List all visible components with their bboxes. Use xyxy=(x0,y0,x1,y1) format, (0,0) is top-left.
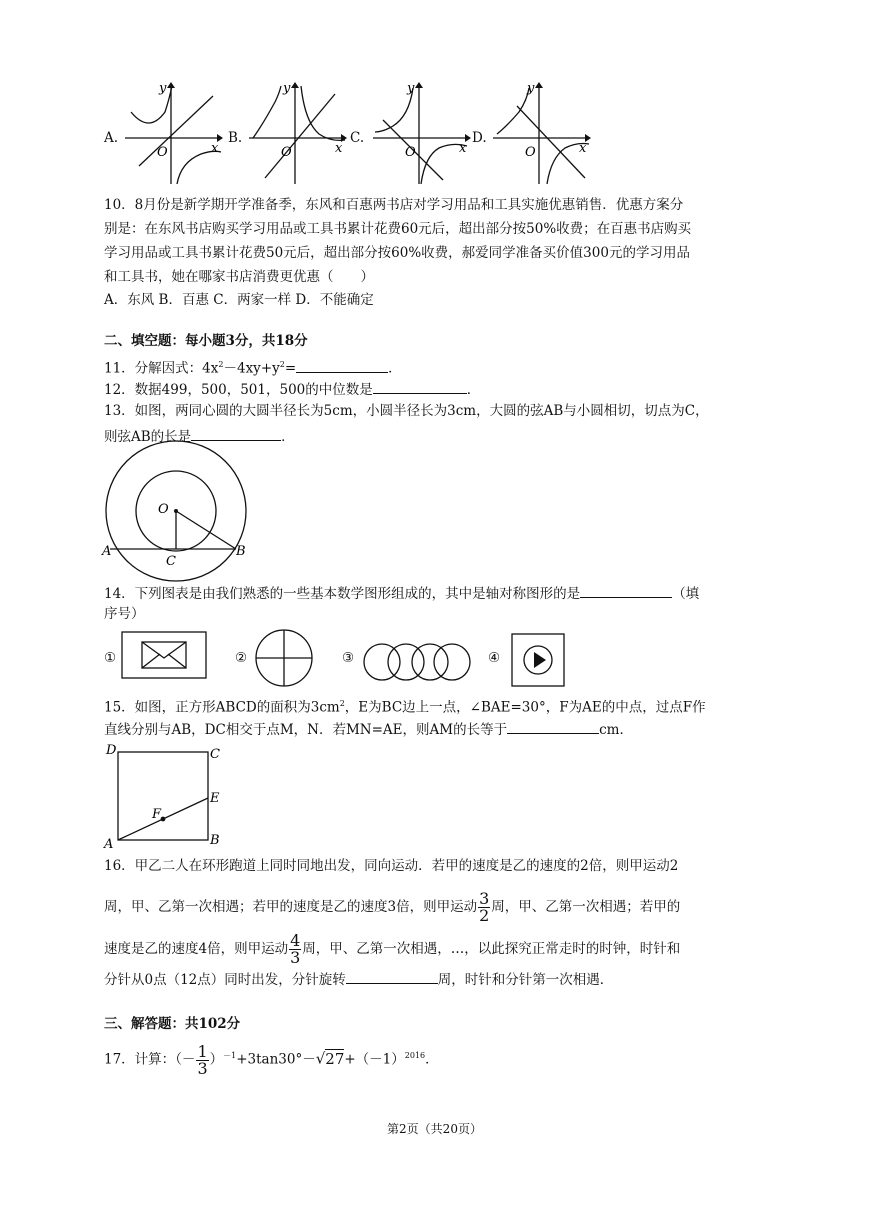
q10-line4: 和工具书，她在哪家书店消费更优惠（ ） xyxy=(104,269,374,285)
svg-text:x: x xyxy=(459,141,467,156)
label-b-square: B xyxy=(210,833,220,848)
svg-text:y: y xyxy=(283,81,291,96)
q14-answer-blank[interactable] xyxy=(580,582,672,598)
label-a-square: A xyxy=(104,837,114,852)
svg-text:y: y xyxy=(527,81,535,96)
q16-line3: 速度是乙的速度4倍，则甲运动 $\frac{4}{3}$ 周，甲、乙第一次相遇，…，以此探究正常走时的时钟，时针和 xyxy=(104,931,681,967)
q12: 12．数据499，500，501，500的中位数是 ． xyxy=(104,378,480,400)
crossed-circle-figure xyxy=(254,628,314,688)
mark-4: ④ xyxy=(488,650,501,666)
label-a: A xyxy=(102,544,112,559)
fraction-3-over-2: $\frac{3}{2}$ xyxy=(479,889,490,925)
graph-option-c xyxy=(373,82,469,187)
mark-1: ① xyxy=(104,650,117,666)
play-button-figure xyxy=(510,632,566,688)
option-a-label: A. xyxy=(104,130,119,146)
linked-rings-figure xyxy=(362,640,472,684)
square-root-27: √27 xyxy=(315,1049,345,1068)
q10-line1: 10．8月份是新学期开学准备季，东风和百惠两书店对学习用品和工具实施优惠销售．优惠方案分 xyxy=(104,197,684,213)
svg-text:y: y xyxy=(407,81,415,96)
q16-answer-blank[interactable] xyxy=(346,968,438,984)
mark-2: ② xyxy=(235,650,248,666)
svg-text:x: x xyxy=(335,141,343,156)
q10-line2: 别是：在东风书店购买学习用品或工具书累计花费60元后，超出部分按50%收费；在百惠书店购买 xyxy=(104,221,692,237)
q16-line2: 周，甲、乙第一次相遇；若甲的速度是乙的速度3倍，则甲运动 $\frac{3}{2}$ 周，甲、乙第一次相遇；若甲的 xyxy=(104,889,681,925)
graph-option-d xyxy=(493,82,589,187)
q11-answer-blank[interactable] xyxy=(296,357,388,373)
section2-title: 二、填空题：每小题3分，共18分 xyxy=(104,333,308,349)
svg-text:O: O xyxy=(405,145,416,160)
option-c-label: C. xyxy=(350,130,365,146)
option-d-label: D. xyxy=(472,130,487,146)
graph-option-b xyxy=(249,82,345,187)
label-e: E xyxy=(210,791,220,806)
label-c: C xyxy=(166,554,176,569)
q14-line1: 14．下列图表是由我们熟悉的一些基本数学图形组成的，其中是轴对称图形的是 （填 xyxy=(104,582,699,604)
square-abcd-figure xyxy=(100,740,230,850)
q13-line2: 则弦AB的长是 ． xyxy=(104,425,295,447)
concentric-circles-figure xyxy=(100,447,260,567)
label-d: D xyxy=(106,743,117,758)
q13-line1: 13．如图，两同心圆的大圆半径长为5cm，小圆半径长为3cm，大圆的弦AB与小圆相切，切点为C， xyxy=(104,403,709,419)
fraction-4-over-3: $\frac{4}{3}$ xyxy=(290,931,301,967)
section3-title: 三、解答题：共102分 xyxy=(104,1016,241,1032)
q10-options: A．东风 B．百惠 C．两家一样 D．不能确定 xyxy=(104,292,374,308)
label-b: B xyxy=(236,544,246,559)
q11: 11．分解因式：$4x^2-4xy+y^2=$ ． xyxy=(104,355,402,379)
axis-y-label: y xyxy=(159,81,167,96)
q12-answer-blank[interactable] xyxy=(373,378,467,394)
q10-line3: 学习用品或工具书累计花费50元后，超出部分按60%收费，郝爱同学准备买价值300元的学习用品 xyxy=(104,245,690,261)
svg-text:x: x xyxy=(579,141,587,156)
axis-x-label: x xyxy=(211,141,219,156)
q17: 17．计算：（－ $\frac{1}{3}$ ）$^{-1}+3\tan 30^\circ-√27+(-1)^{2016}$． xyxy=(104,1041,439,1078)
envelope-figure xyxy=(120,630,210,680)
fraction-1-over-3: $\frac{1}{3}$ xyxy=(197,1041,208,1078)
graph-option-a xyxy=(125,82,221,187)
q14-line2: 序号） xyxy=(104,606,145,622)
q15-line2: 直线分别与AB，DC相交于点M，N．若MN=AE，则AM的长等于 cm． xyxy=(104,718,633,740)
q16-line1: 16．甲乙二人在环形跑道上同时同地出发，同向运动．若甲的速度是乙的速度的2倍，则甲运动2 xyxy=(104,858,679,874)
q13-answer-blank[interactable] xyxy=(191,425,281,441)
q16-line4: 分针从0点（12点）同时出发，分针旋转 周，时针和分针第一次相遇． xyxy=(104,968,613,990)
page-footer: 第2页（共20页） xyxy=(387,1122,482,1136)
q15-line1: 15．如图，正方形ABCD的面积为$3cm^2$，E为BC边上一点，∠BAE=30°，F为AE的中点，过点F作 xyxy=(104,699,706,716)
svg-text:O: O xyxy=(525,145,536,160)
label-o: O xyxy=(158,502,169,517)
mark-3: ③ xyxy=(342,650,355,666)
label-f: F xyxy=(152,807,162,822)
label-c-square: C xyxy=(210,747,220,762)
svg-text:O: O xyxy=(281,145,292,160)
q15-answer-blank[interactable] xyxy=(507,718,599,734)
option-b-label: B. xyxy=(228,130,243,146)
origin-label: O xyxy=(157,145,168,160)
